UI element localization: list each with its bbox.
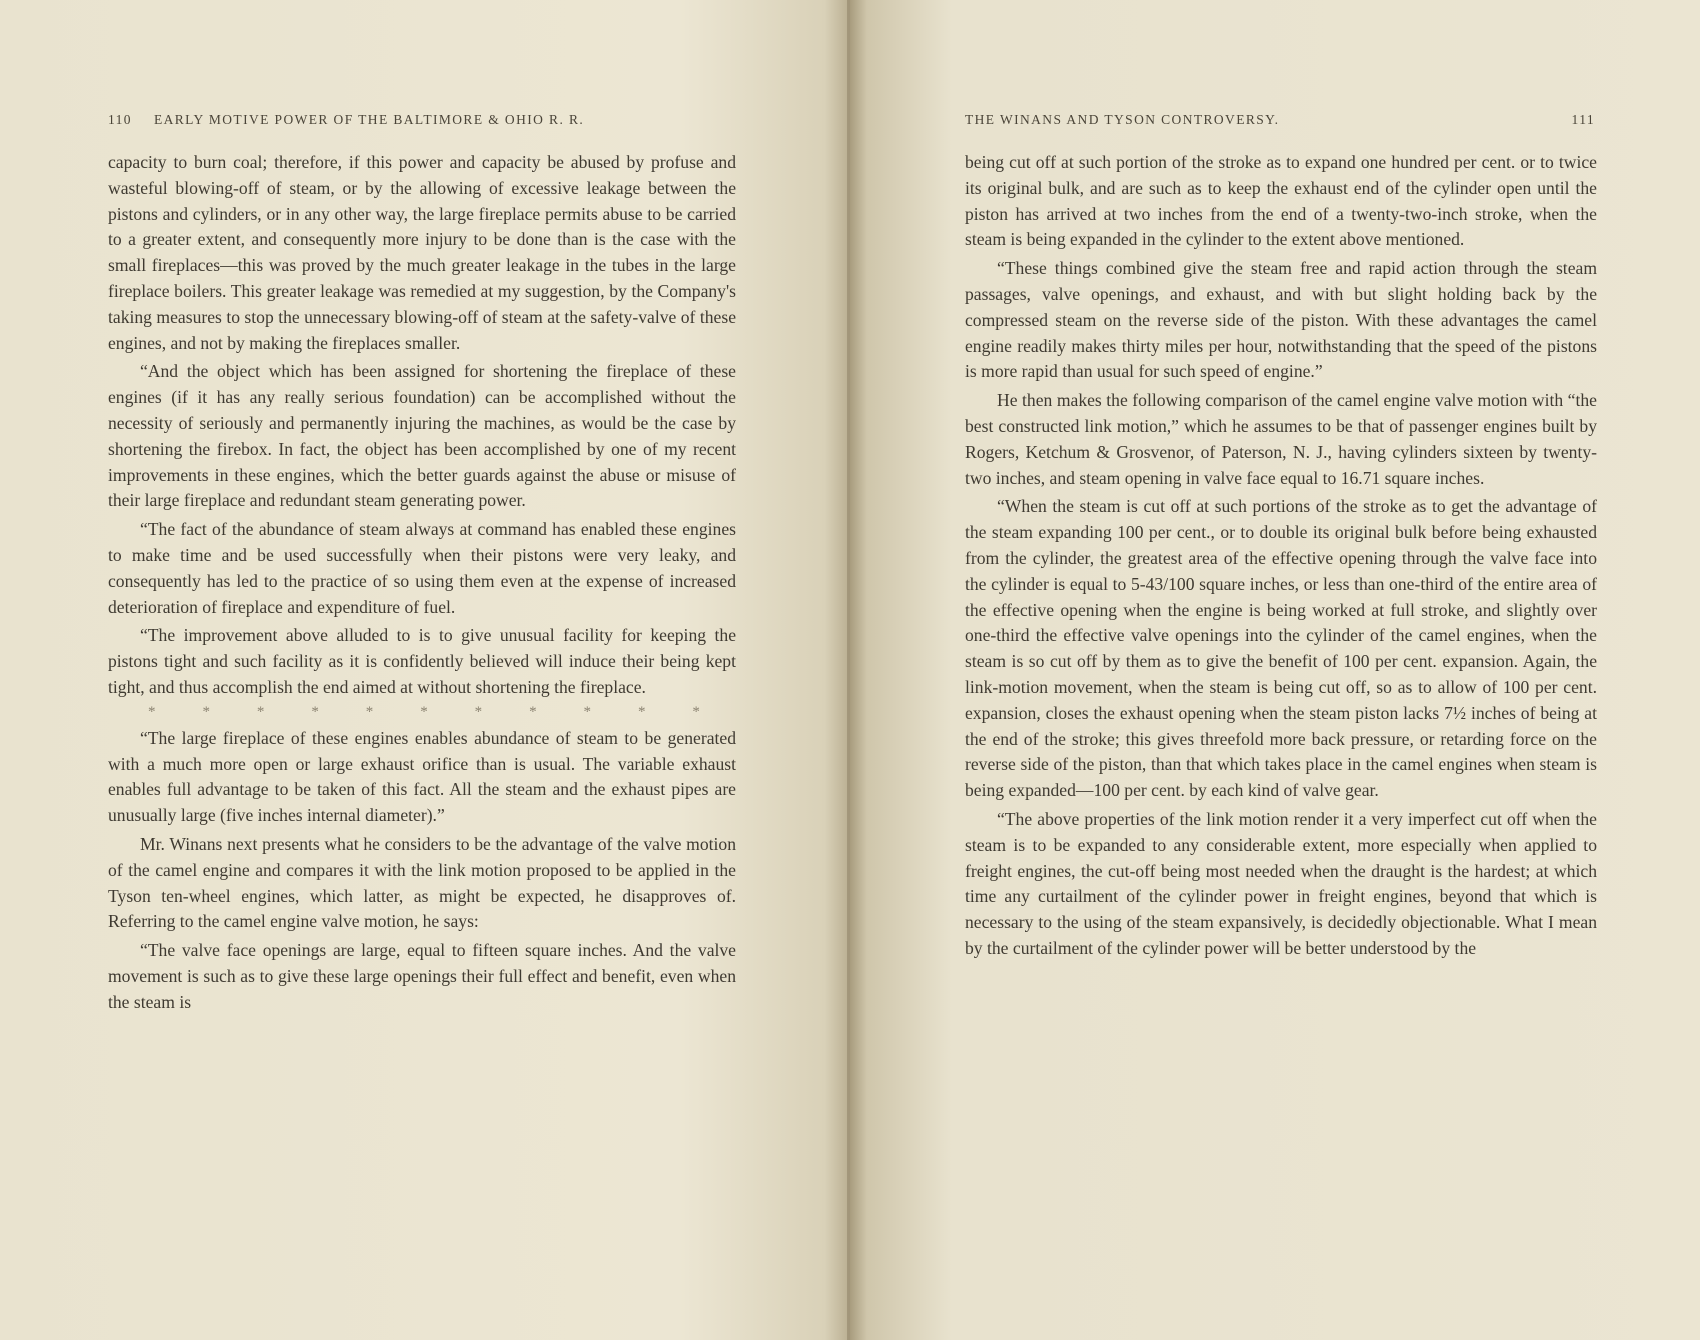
- paragraph: Mr. Winans next presents what he considers to be the advantage of the valve motion of the camel engine and compares it with the link motion proposed to be applied in the Tyson ten-wheel engines, which latter, as might be expected, he disapproves of. Referring to the camel engine valve motion, he says:: [108, 833, 736, 932]
- paragraph: capacity to burn coal; therefore, if this power and capacity be abused by profuse and wasteful blowing-off of steam, or by the allowing of excessive leakage between the pistons and cylinders, or in any other way, the large fireplace permits abuse to be carried to a greater extent, and consequently more injury to be done than is the case with the small fireplaces—this was proved by the much greater leakage in the tubes in the large fireplace boilers. This greater leakage was remedied at my suggestion, by the Company's taking measures to stop the unnecessary blowing-off of steam at the safety-valve of these engines, and not by making the fireplaces smaller.: [108, 152, 736, 353]
- left-text-block: [108, 150, 736, 1019]
- ellipsis-stars: [108, 700, 736, 722]
- star-mark: *: [637, 703, 646, 720]
- paragraph: “The above properties of the link motion render it a very imperfect cut off when the steam is to be expanded to any considerable extent, more especially when applied to freight engines, the cut-off being most needed when the draught is the hardest; at which time any curtailment of the cylinder power in freight engines, beyond that which is necessary to the using of the steam expansively, is decidedly objectionable. What I mean by the curtailment of the cylinder power will be better understood by the: [965, 808, 1597, 958]
- star-mark: *: [202, 703, 210, 720]
- left-running-title: EARLY MOTIVE POWER OF THE BALTIMORE & OHIO R. R.: [153, 112, 585, 127]
- paragraph: being cut off at such portion of the stroke as to expand one hundred per cent. or to twice its original bulk, and are such as to keep the exhaust end of the cylinder open until the piston has arrived at two inches from the end of a twenty-two-inch stroke, when the steam is being expanded in the cylinder to the extent above mentioned.: [965, 152, 1597, 250]
- star-mark: *: [474, 703, 483, 720]
- paragraph: “When the steam is cut off at such portions of the stroke as to get the advantage of the steam expanding 100 per cent., or to double its original bulk before being exhausted from the cylinder, the greatest area of the effective opening through the valve face into the cylinder is equal to 5-43/100 square inches, or less than one-third of the entire area of the effective opening when the engine is being worked at full stroke, and slightly over one-third the effective valve openings into the cylinder of the camel engines, when the steam is so cut off by them as to give the benefit of 100 per cent. expansion. Again, the link-motion movement, when the steam is being cut off, so as to allow of 100 per cent. expansion, closes the exhaust opening when the steam piston lacks 7½ inches of being at the end of the stroke; this gives threefold more back pressure, or retarding force on the reverse side of the piston, than that which takes place in the camel engines when steam is being expanded—100 per cent. by each kind of valve gear.: [965, 496, 1597, 801]
- star-mark: *: [529, 703, 537, 720]
- paragraph: “These things combined give the steam free and rapid action through the steam passages, valve openings, and exhaust, and with but slight holding back by the compressed steam on the reverse side of the piston. With these advantages the camel engine readily makes thirty miles per hour, notwithstanding that the speed of the pistons is more rapid than usual for such speed of engine.”: [965, 258, 1597, 382]
- star-mark: *: [148, 703, 156, 720]
- star-mark: *: [420, 703, 428, 720]
- right-text-block: [965, 150, 1597, 965]
- paragraph: “The fact of the abundance of steam always at command has enabled these engines to make time and be used successfully when their pistons were very leaky, and consequently has led to the practice of so using them even at the expense of increased deterioration of fireplace and expenditure of fuel.: [108, 519, 736, 617]
- right-page-number: 111: [1571, 112, 1595, 127]
- paragraph: “The improvement above alluded to is to give unusual facility for keeping the pistons tight and such facility as it is confidently believed will induce their being kept tight, and thus accomplish the end aimed at without shortening the fireplace.: [108, 625, 736, 697]
- star-mark: *: [692, 703, 700, 720]
- left-running-head: [108, 112, 738, 128]
- star-mark: *: [365, 703, 374, 720]
- paragraph: “The large fireplace of these engines enables abundance of steam to be generated with a much more open or large exhaust orifice than is usual. The variable exhaust enables full advantage to be taken of this fact. All the steam and the exhaust pipes are unusually large (five inches internal diameter).”: [108, 727, 736, 826]
- right-page: [850, 0, 1700, 1340]
- left-page-number: 110: [108, 112, 132, 127]
- right-running-title: THE WINANS AND TYSON CONTROVERSY.: [965, 112, 1280, 127]
- star-mark: *: [256, 703, 265, 720]
- paragraph: “The valve face openings are large, equal to fifteen square inches. And the valve movement is such as to give these large openings their full effect and benefit, even when the steam is: [108, 940, 736, 1012]
- star-mark: *: [311, 703, 319, 720]
- paragraph: He then makes the following comparison of the camel engine valve motion with “the best constructed link motion,” which he assumes to be that of passenger engines built by Rogers, Ketchum & Grosvenor, of Paterson, N. J., having cylinders sixteen by twenty-two inches, and steam opening in valve face equal to 16.71 square inches.: [965, 390, 1597, 488]
- star-mark: *: [583, 703, 591, 720]
- paragraph: “And the object which has been assigned for shortening the fireplace of these engines (if it has any really serious foundation) can be accomplished without the necessity of seriously and permanently injuring the machines, as would be the case by shortening the firebox. In fact, the object has been accomplished by one of my recent improvements in these engines, which the better guards against the abuse or misuse of their large fireplace and redundant steam generating power.: [108, 361, 736, 511]
